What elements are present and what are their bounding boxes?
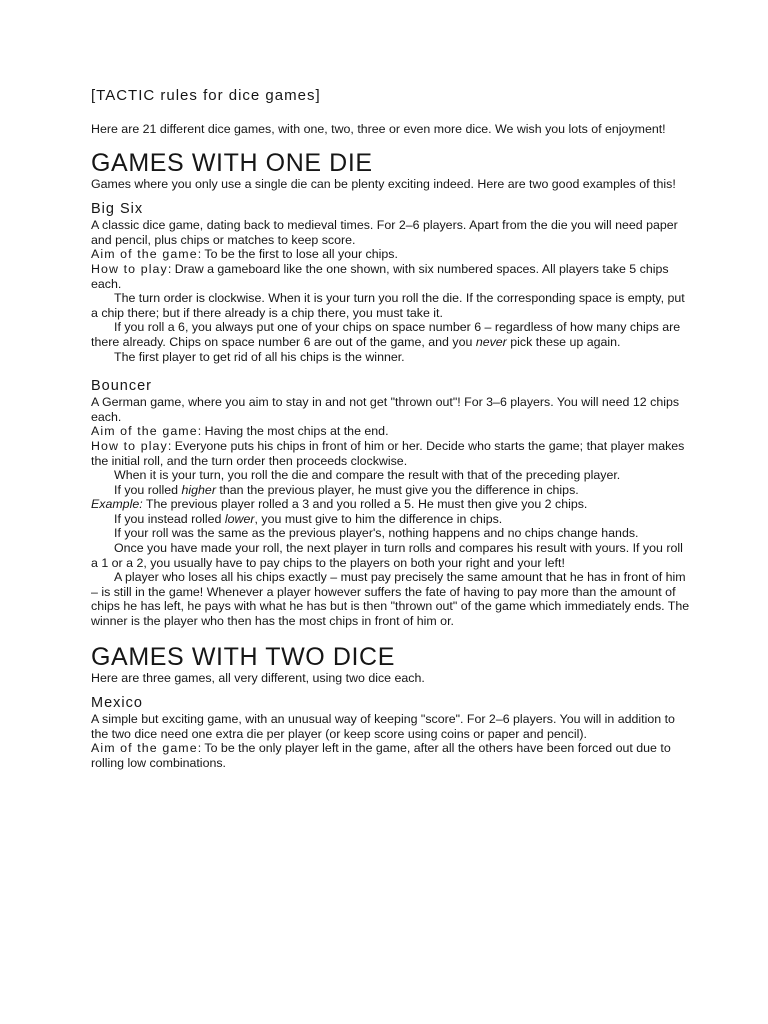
- game-description: A simple but exciting game, with an unusual way of keeping "score". For 2–6 players. You will in addition to the two dice need one extra die per player (or keep score using coins or paper and pencil).: [91, 712, 675, 741]
- example-text: The previous player rolled a 3 and you rolled a 5. He must then give you 2 chips.: [142, 497, 588, 512]
- rule-paragraph: [91, 512, 691, 527]
- section-title-two-dice: GAMES WITH TWO DICE: [91, 642, 395, 671]
- rule-text: , you must give to him the difference in chips.: [254, 511, 503, 526]
- game-title-big-six: Big Six: [91, 201, 144, 218]
- rule-text: If you roll a 6, you always put one of your chips on space number 6 – regardless of how many chips are there already. Chips on space number 6 are out of the game, and you: [91, 320, 681, 349]
- rule-paragraph: The first player to get rid of all his chips is the winner.: [114, 349, 405, 364]
- aim-text: : To be the only player left in the game, after all the others have been forced out due to rolling low combinations.: [91, 741, 671, 770]
- aim-label: Aim of the game: [91, 741, 198, 756]
- rule-emphasis: higher: [181, 482, 216, 497]
- game-bouncer: [91, 378, 691, 629]
- game-how-to-play: [91, 262, 691, 291]
- game-mexico: [91, 695, 691, 770]
- example-label: Example:: [91, 497, 143, 512]
- document-page: [91, 86, 691, 785]
- game-description: A classic dice game, dating back to medieval times. For 2–6 players. Apart from the die you will need paper and pencil, plus chips or matches to keep score.: [91, 218, 678, 247]
- section-title-one-die: GAMES WITH ONE DIE: [91, 148, 373, 177]
- rule-text: If you rolled: [114, 482, 182, 497]
- rule-emphasis: lower: [224, 511, 255, 526]
- game-aim: [91, 741, 691, 770]
- game-big-six: [91, 201, 691, 364]
- game-aim: [91, 247, 691, 262]
- rule-paragraph: When it is your turn, you roll the die and compare the result with that of the preceding player.: [114, 468, 621, 483]
- rule-emphasis: never: [475, 334, 507, 349]
- rule-paragraph: The turn order is clockwise. When it is your turn you roll the die. If the corresponding space is empty, put a chip there; but if there already is a chip there, you must take it.: [91, 291, 685, 320]
- rule-paragraph: A player who loses all his chips exactly – must pay precisely the same amount that he has in front of him – is still in the game! Whenever a player however suffers the fate of having to pay more than the amount of chips he has left, he pays with what he has but is then "thrown out" of the game which immediately ends. The winner is the player who then has the most chips in front of him or.: [91, 570, 690, 629]
- game-title-mexico: Mexico: [91, 695, 143, 712]
- rule-text: pick these up again.: [506, 334, 621, 349]
- how-to-play-text: : Draw a gameboard like the one shown, with six numbered spaces. All players take 5 chips each.: [91, 261, 669, 291]
- rule-paragraph: Once you have made your roll, the next player in turn rolls and compares his result with yours. If you roll a 1 or a 2, you usually have to pay chips to the players on both your right and your left!: [91, 541, 683, 570]
- rule-paragraph: [91, 483, 691, 498]
- document-intro: Here are 21 different dice games, with one, two, three or even more dice. We wish you lots of enjoyment!: [91, 122, 666, 136]
- rule-paragraph: [91, 320, 691, 349]
- how-to-play-label: How to play: [91, 438, 168, 453]
- how-to-play-label: How to play: [91, 261, 168, 276]
- rule-paragraph: If your roll was the same as the previous player's, nothing happens and no chips change hands.: [114, 526, 639, 541]
- rule-text: If you instead rolled: [114, 511, 225, 526]
- game-title-bouncer: Bouncer: [91, 378, 153, 395]
- rule-text: than the previous player, he must give you the difference in chips.: [215, 482, 579, 497]
- how-to-play-text: : Everyone puts his chips in front of him or her. Decide who starts the game; that player makes the initial roll, and the turn order then proceeds clockwise.: [91, 438, 685, 468]
- game-how-to-play: [91, 439, 691, 468]
- section-intro-one-die: Games where you only use a single die can be plenty exciting indeed. Here are two good examples of this!: [91, 176, 676, 191]
- game-aim: [91, 424, 691, 439]
- aim-text: : Having the most chips at the end.: [197, 424, 389, 439]
- aim-label: Aim of the game: [91, 247, 198, 262]
- aim-text: : To be the first to lose all your chips.: [197, 247, 398, 262]
- game-description: A German game, where you aim to stay in and not get "thrown out"! For 3–6 players. You will need 12 chips each.: [91, 395, 680, 424]
- aim-label: Aim of the game: [91, 424, 198, 439]
- document-title: [TACTIC rules for dice games]: [91, 87, 321, 104]
- section-intro-two-dice: Here are three games, all very different, using two dice each.: [91, 670, 425, 685]
- example-paragraph: [91, 497, 691, 512]
